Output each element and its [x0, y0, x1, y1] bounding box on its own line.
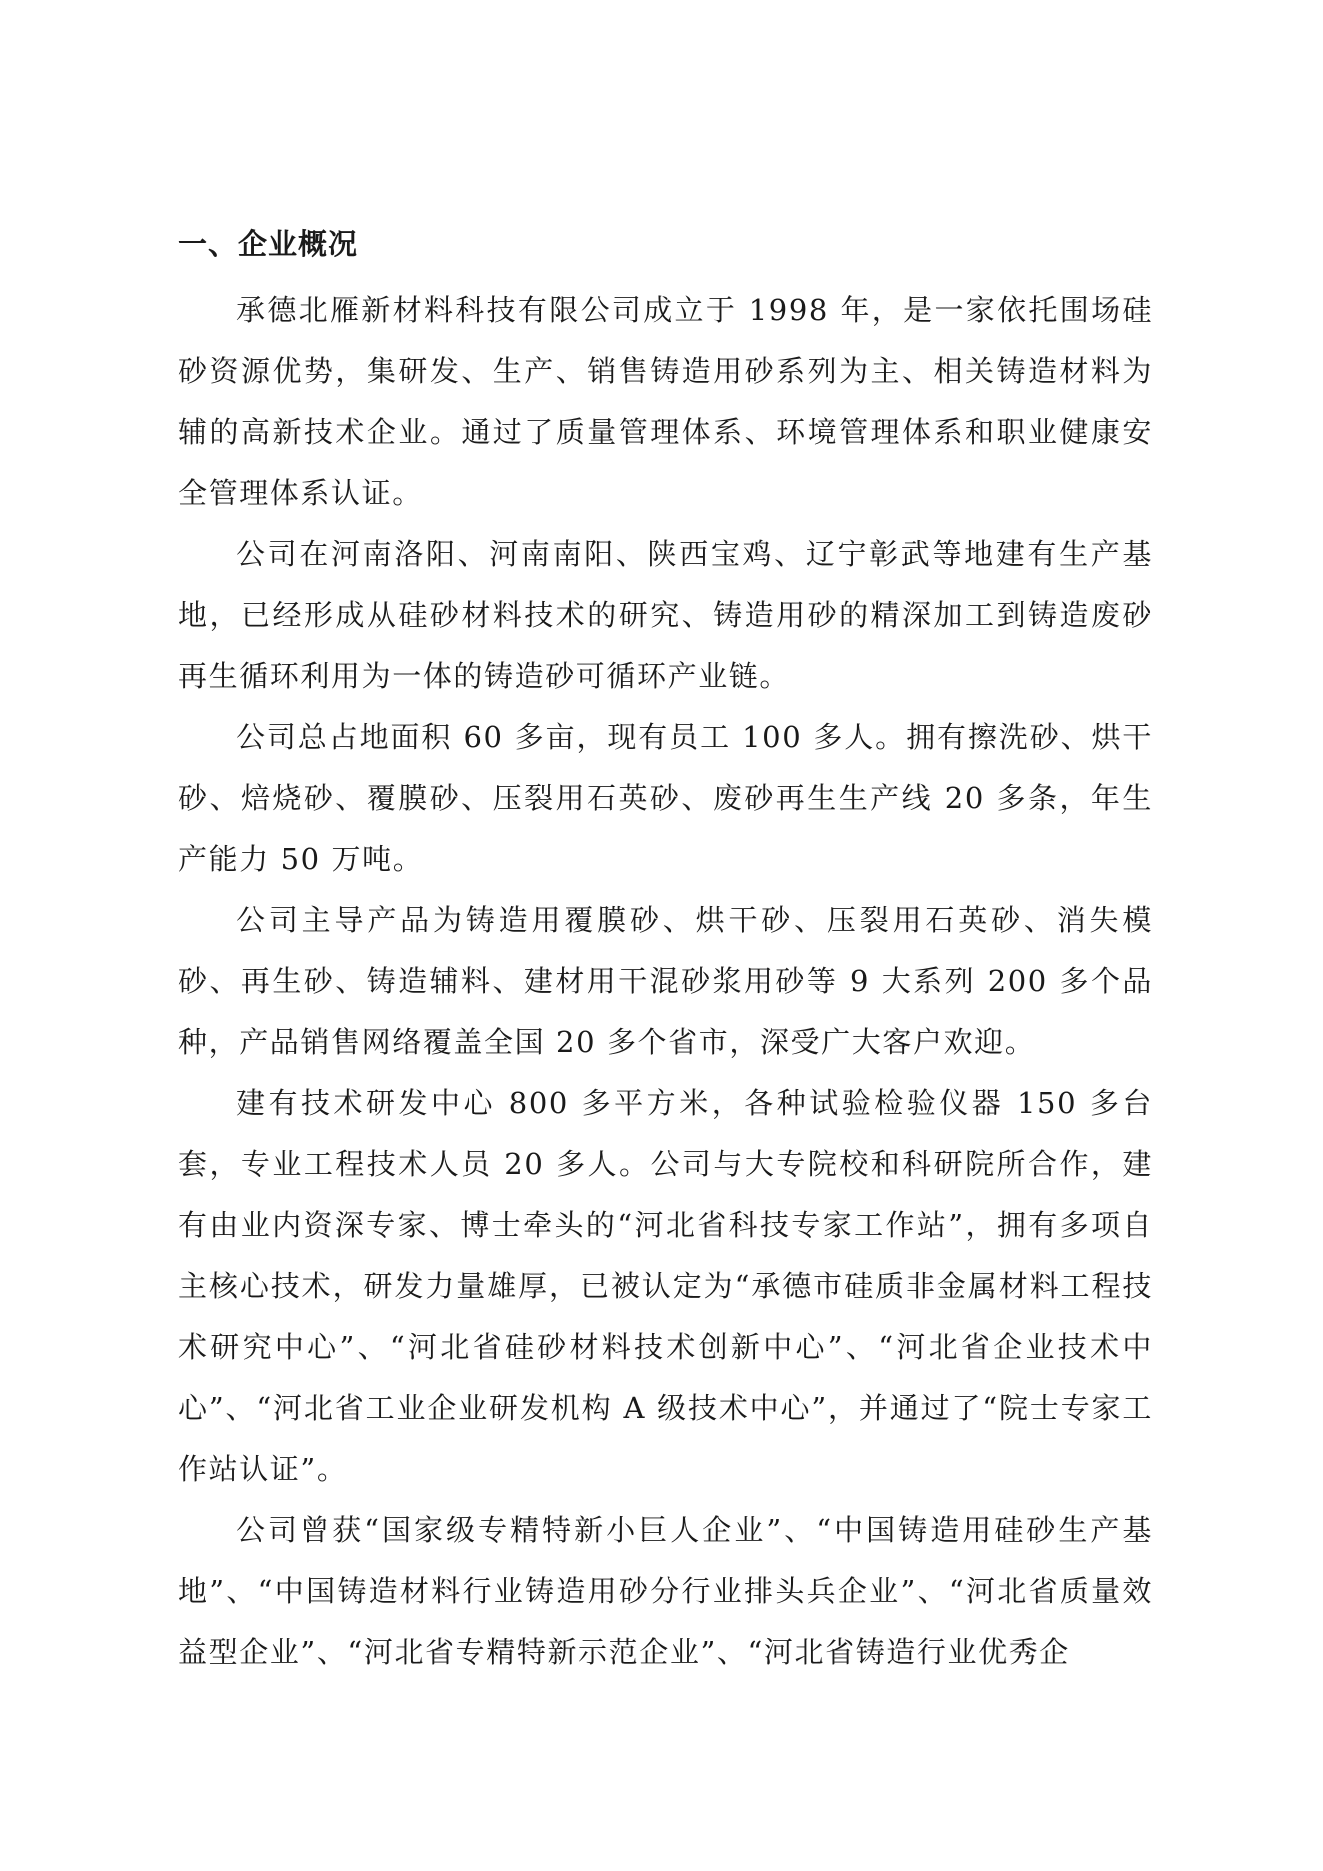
document-body — [178, 218, 1153, 1683]
paragraph-company-intro: 承德北雁新材料科技有限公司成立于 1998 年，是一家依托围场硅砂资源优势，集研发、生产、销售铸造用砂系列为主、相关铸造材料为辅的高新技术企业。通过了质量管理体系、环境管理体系和职业健康安全管理体系认证。 — [178, 293, 1153, 510]
paragraph-honors: 公司曾获“国家级专精特新小巨人企业”、“中国铸造用硅砂生产基地”、“中国铸造材料行业铸造用砂分行业排头兵企业”、“河北省质量效益型企业”、“河北省专精特新示范企业”、“河北省铸造行业优秀企 — [178, 1513, 1153, 1669]
section-heading: 一、企业概况 — [178, 227, 359, 261]
paragraph-main-products: 公司主导产品为铸造用覆膜砂、烘干砂、压裂用石英砂、消失模砂、再生砂、铸造辅料、建材用干混砂浆用砂等 9 大系列 200 多个品种，产品销售网络覆盖全国 20 多个省市，深受广大客户欢迎。 — [178, 903, 1153, 1059]
paragraph-scale-capacity: 公司总占地面积 60 多亩，现有员工 100 多人。拥有擦洗砂、烘干砂、焙烧砂、覆膜砂、压裂用石英砂、废砂再生生产线 20 多条，年生产能力 50 万吨。 — [178, 720, 1153, 876]
paragraph-rd-center: 建有技术研发中心 800 多平方米，各种试验检验仪器 150 多台套，专业工程技术人员 20 多人。公司与大专院校和科研院所合作，建有由业内资深专家、博士牵头的“河北省科技专家工作站”，拥有多项自主核心技术，研发力量雄厚，已被认定为“承德市硅质非金属材料工程技术研究中心”、“河北省硅砂材料技术创新中心”、“河北省企业技术中心”、“河北省工业企业研发机构 A 级技术中心”，并通过了“院士专家工作站认证”。 — [178, 1086, 1153, 1486]
paragraph-production-bases: 公司在河南洛阳、河南南阳、陕西宝鸡、辽宁彰武等地建有生产基地，已经形成从硅砂材料技术的研究、铸造用砂的精深加工到铸造废砂再生循环利用为一体的铸造砂可循环产业链。 — [178, 537, 1153, 693]
